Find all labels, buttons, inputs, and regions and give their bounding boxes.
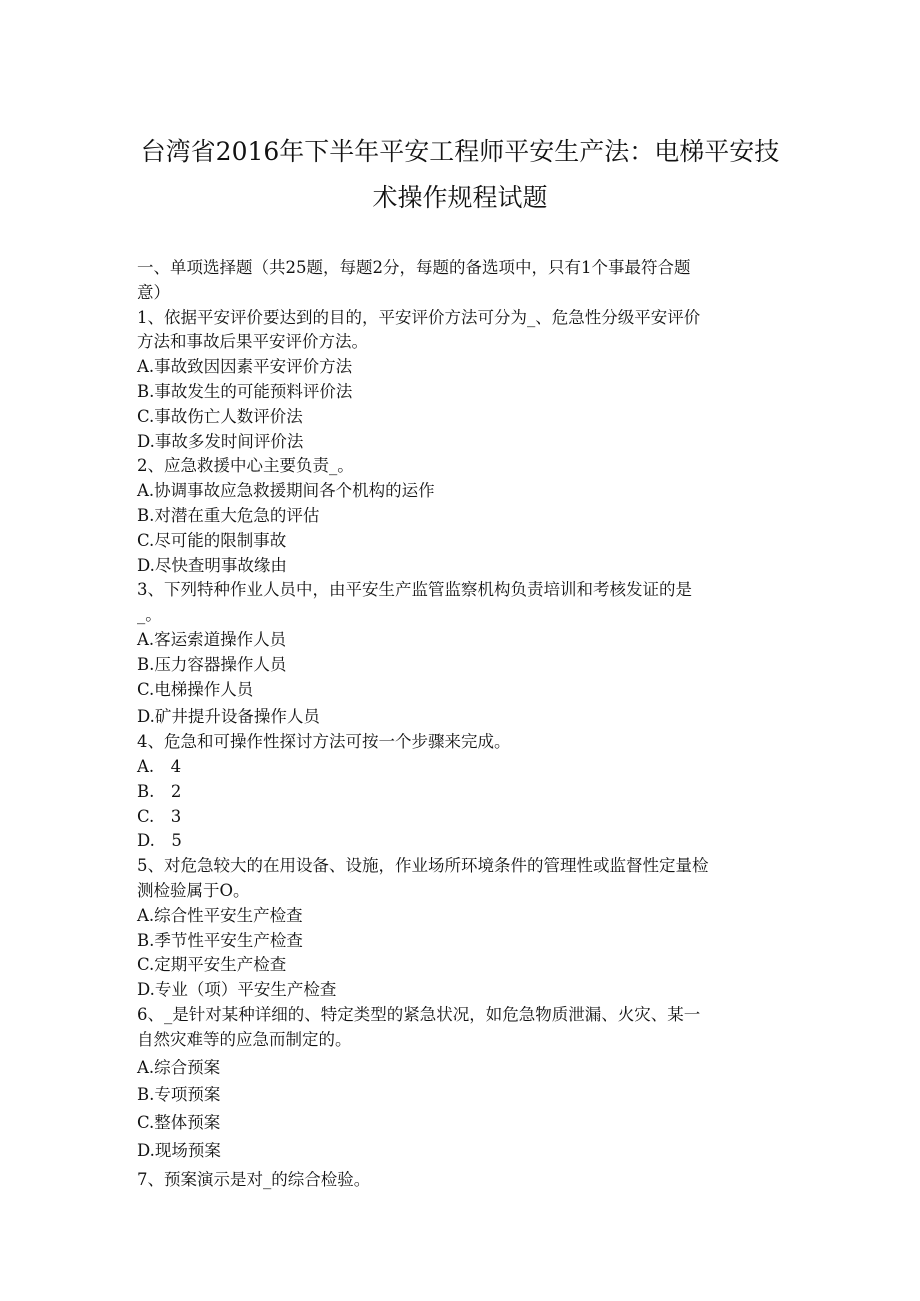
option-c: C.定期平安生产检查 xyxy=(137,955,287,975)
document-title-line-1: 台湾省2016年下半年平安工程师平安生产法：电梯平安技 xyxy=(140,137,780,166)
question-6 xyxy=(137,1003,787,1164)
document-body xyxy=(137,256,787,1192)
question-stem: 3、下列特种作业人员中，由平安生产监管监察机构负责培训和考核发证的是 xyxy=(137,580,692,600)
question-stem: 7、预案演示是对_的综合检验。 xyxy=(137,1169,371,1189)
question-stem: 2、应急救援中心主要负责_。 xyxy=(137,456,354,476)
question-stem: 5、对危急较大的在用设备、设施，作业场所环境条件的管理性或监督性定量检 xyxy=(137,856,709,876)
option-b: B.季节性平安生产检查 xyxy=(137,930,303,950)
question-stem: 方法和事故后果平安评价方法。 xyxy=(137,332,368,352)
option-b: B. 2 xyxy=(137,781,182,801)
option-c: C.整体预案 xyxy=(137,1113,221,1133)
option-c: C.尽可能的限制事故 xyxy=(137,530,287,550)
question-stem: 6、_是针对某种详细的、特定类型的紧急状况，如危急物质泄漏、火灾、某一 xyxy=(137,1004,701,1024)
option-a: A.综合性平安生产检查 xyxy=(137,905,303,925)
option-a: A.协调事故应急救援期间各个机构的运作 xyxy=(137,481,435,501)
question-2 xyxy=(137,454,787,578)
question-4 xyxy=(137,730,787,854)
question-1 xyxy=(137,306,787,455)
option-b: B.事故发生的可能预料评价法 xyxy=(137,381,353,401)
option-c: C.电梯操作人员 xyxy=(137,679,254,699)
option-b: B.压力容器操作人员 xyxy=(137,654,287,674)
section-heading-line-2: 意） xyxy=(137,282,170,302)
question-stem: 测检验属于O。 xyxy=(137,880,250,900)
question-stem: 自然灾难等的应急而制定的。 xyxy=(137,1029,352,1049)
question-stem: 4、危急和可操作性探讨方法可按一个步骤来完成。 xyxy=(137,732,511,752)
option-a: A. 4 xyxy=(137,756,182,776)
option-a: A.客运索道操作人员 xyxy=(137,629,287,649)
section-heading-line-1: 一、单项选择题（共25题，每题2分，每题的备选项中，只有1个事最符合题 xyxy=(137,258,691,277)
question-5 xyxy=(137,854,787,1003)
option-d: D.专业（项）平安生产检查 xyxy=(137,980,337,1000)
option-a: A.综合预案 xyxy=(137,1057,221,1077)
option-d: D.尽快查明事故缘由 xyxy=(137,555,287,575)
option-c: C. 3 xyxy=(137,806,182,826)
document-title-line-2: 术操作规程试题 xyxy=(372,183,548,212)
question-stem: _。 xyxy=(137,605,162,625)
option-a: A.事故致因因素平安评价方法 xyxy=(137,357,353,377)
question-7 xyxy=(137,1168,787,1193)
option-d: D. 5 xyxy=(137,831,182,851)
option-d: D.矿井提升设备操作人员 xyxy=(137,707,320,727)
option-b: B.专项预案 xyxy=(137,1085,221,1105)
question-stem: 1、依据平安评价要达到的目的，平安评价方法可分为_、危急性分级平安评价 xyxy=(137,307,701,327)
option-b: B.对潜在重大危急的评估 xyxy=(137,505,320,525)
option-d: D.现场预案 xyxy=(137,1140,221,1160)
option-d: D.事故多发时间评价法 xyxy=(137,431,304,451)
question-3 xyxy=(137,578,787,730)
option-c: C.事故伤亡人数评价法 xyxy=(137,406,303,426)
